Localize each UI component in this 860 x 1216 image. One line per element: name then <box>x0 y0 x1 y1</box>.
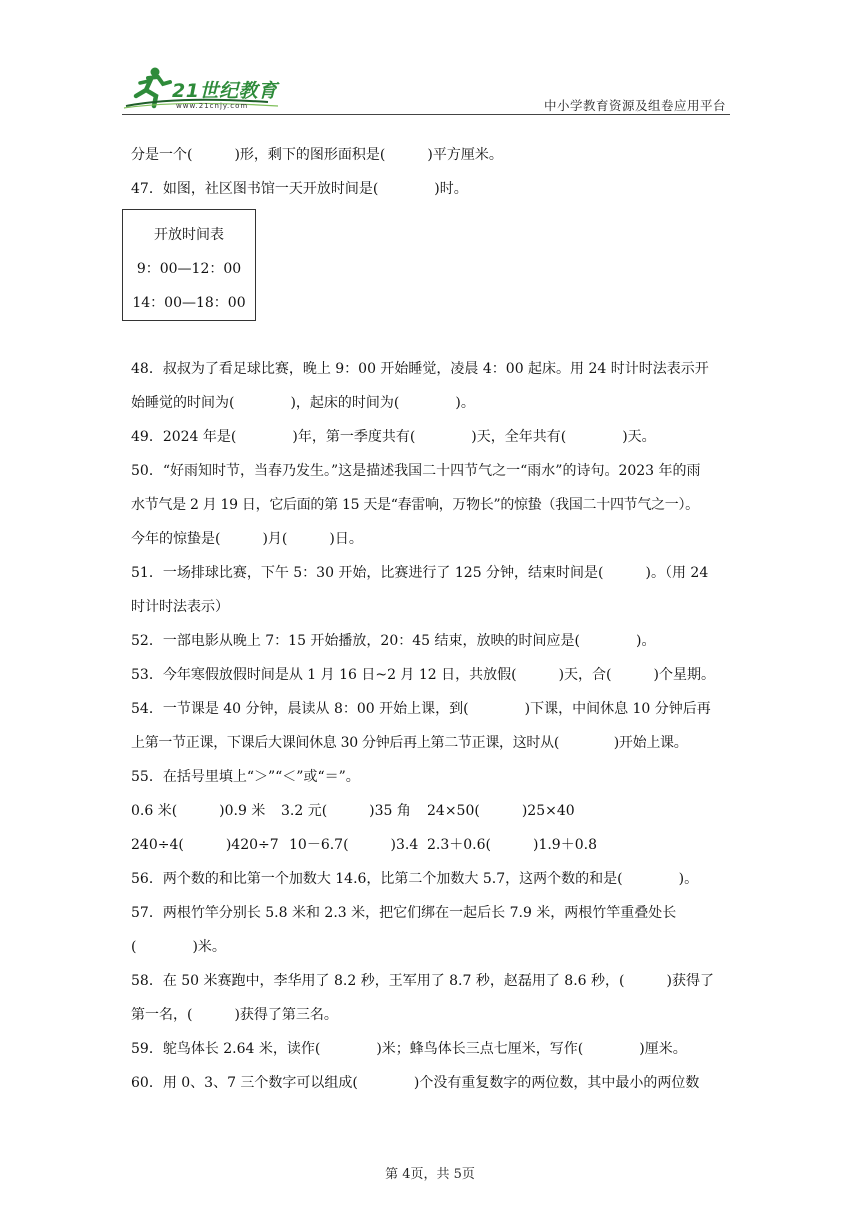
platform-name: 中小学教育资源及组卷应用平台 <box>543 98 726 113</box>
question-52: 52．一部电影从晚上 7：15 开始播放，20：45 结束，放映的时间应是( )。 <box>131 633 656 649</box>
comparison-item: 2.3＋0.6( )1.9＋0.8 <box>427 837 597 853</box>
logo-text: 21世纪教育 <box>172 80 278 102</box>
question-50-line2: 水节气是 2 月 19 日，它后面的第 15 天是“春雷响，万物长”的惊蛰（我国二十四节气之一）。 <box>131 497 699 513</box>
question-50-line1: 50．“好雨知时节，当春乃发生。”这是描述我国二十四节气之一“雨水”的诗句。2023 年的雨 <box>131 463 701 479</box>
question-58-line2: 第一名，( )获得了第三名。 <box>131 1007 338 1023</box>
comparison-item: 240÷4( )420÷7 <box>131 837 279 853</box>
question-49: 49．2024 年是( )年，第一季度共有( )天，全年共有( )天。 <box>131 429 656 445</box>
page-header <box>118 62 730 116</box>
comparison-item: 3.2 元( )35 角 <box>281 803 411 819</box>
page-number: 第 4页，共 5页 <box>385 1167 475 1182</box>
comparison-item: 10－6.7( )3.4 <box>289 837 419 853</box>
header-divider <box>122 114 730 115</box>
question-48-line2: 始睡觉的时间为( )，起床的时间为( )。 <box>131 395 475 411</box>
comparison-item: 24×50( )25×40 <box>427 803 575 819</box>
opening-hours-table <box>122 209 256 321</box>
question-60: 60．用 0、3、7 三个数字可以组成( )个没有重复数字的两位数，其中最小的两位数 <box>131 1075 700 1091</box>
schedule-row-morning: 9：00—12：00 <box>136 261 242 277</box>
question-list <box>131 138 731 1100</box>
question-57-line1: 57．两根竹竿分别长 5.8 米和 2.3 米，把它们绑在一起后长 7.9 米，两根竹竿重叠处长 <box>131 905 677 921</box>
question-58-line1: 58．在 50 米赛跑中，李华用了 8.2 秒，王军用了 8.7 秒，赵磊用了 8.6 秒，( )获得了 <box>131 973 714 989</box>
question-48-line1: 48．叔叔为了看足球比赛，晚上 9：00 开始睡觉，凌晨 4：00 起床。用 24 时计时法表示开 <box>131 361 709 377</box>
comparison-row-2 <box>131 828 731 862</box>
question-50-line3: 今年的惊蛰是( )月( )日。 <box>131 531 363 547</box>
question-57-line2: ( )米。 <box>131 939 226 955</box>
spacer <box>131 321 731 352</box>
question-47: 47．如图，社区图书馆一天开放时间是( )时。 <box>131 181 468 197</box>
schedule-row-afternoon: 14：00—18：00 <box>132 295 246 311</box>
logo-url: www.21cnjy.com <box>176 102 249 110</box>
comparison-item: 0.6 米( )0.9 米 <box>131 803 266 819</box>
comparison-row-1 <box>131 794 731 828</box>
question-51-line1: 51．一场排球比赛，下午 5：30 开始，比赛进行了 125 分钟，结束时间是( )。（用 24 <box>131 565 709 581</box>
schedule-title: 开放时间表 <box>154 227 224 243</box>
question-59: 59．鸵鸟体长 2.64 米，读作( )米；蜂鸟体长三点七厘米，写作( )厘米。 <box>131 1041 687 1057</box>
question-56: 56．两个数的和比第一个加数大 14.6，比第二个加数大 5.7，这两个数的和是( )。 <box>131 871 699 887</box>
question-46-continued: 分是一个( )形，剩下的图形面积是( )平方厘米。 <box>131 147 503 163</box>
question-51-line2: 时计时法表示） <box>131 599 229 615</box>
question-55: 55．在括号里填上“＞”“＜”或“＝”。 <box>131 769 360 785</box>
question-54-line1: 54．一节课是 40 分钟，晨读从 8：00 开始上课，到( )下课，中间休息 10 分钟后再 <box>131 701 711 717</box>
question-54-line2: 上第一节正课，下课后大课间休息 30 分钟后再上第二节正课，这时从( )开始上课。 <box>131 735 688 751</box>
site-logo <box>118 62 298 116</box>
question-53: 53．今年寒假放假时间是从 1 月 16 日~2 月 12 日，共放假( )天，合( )个星期。 <box>131 667 715 683</box>
